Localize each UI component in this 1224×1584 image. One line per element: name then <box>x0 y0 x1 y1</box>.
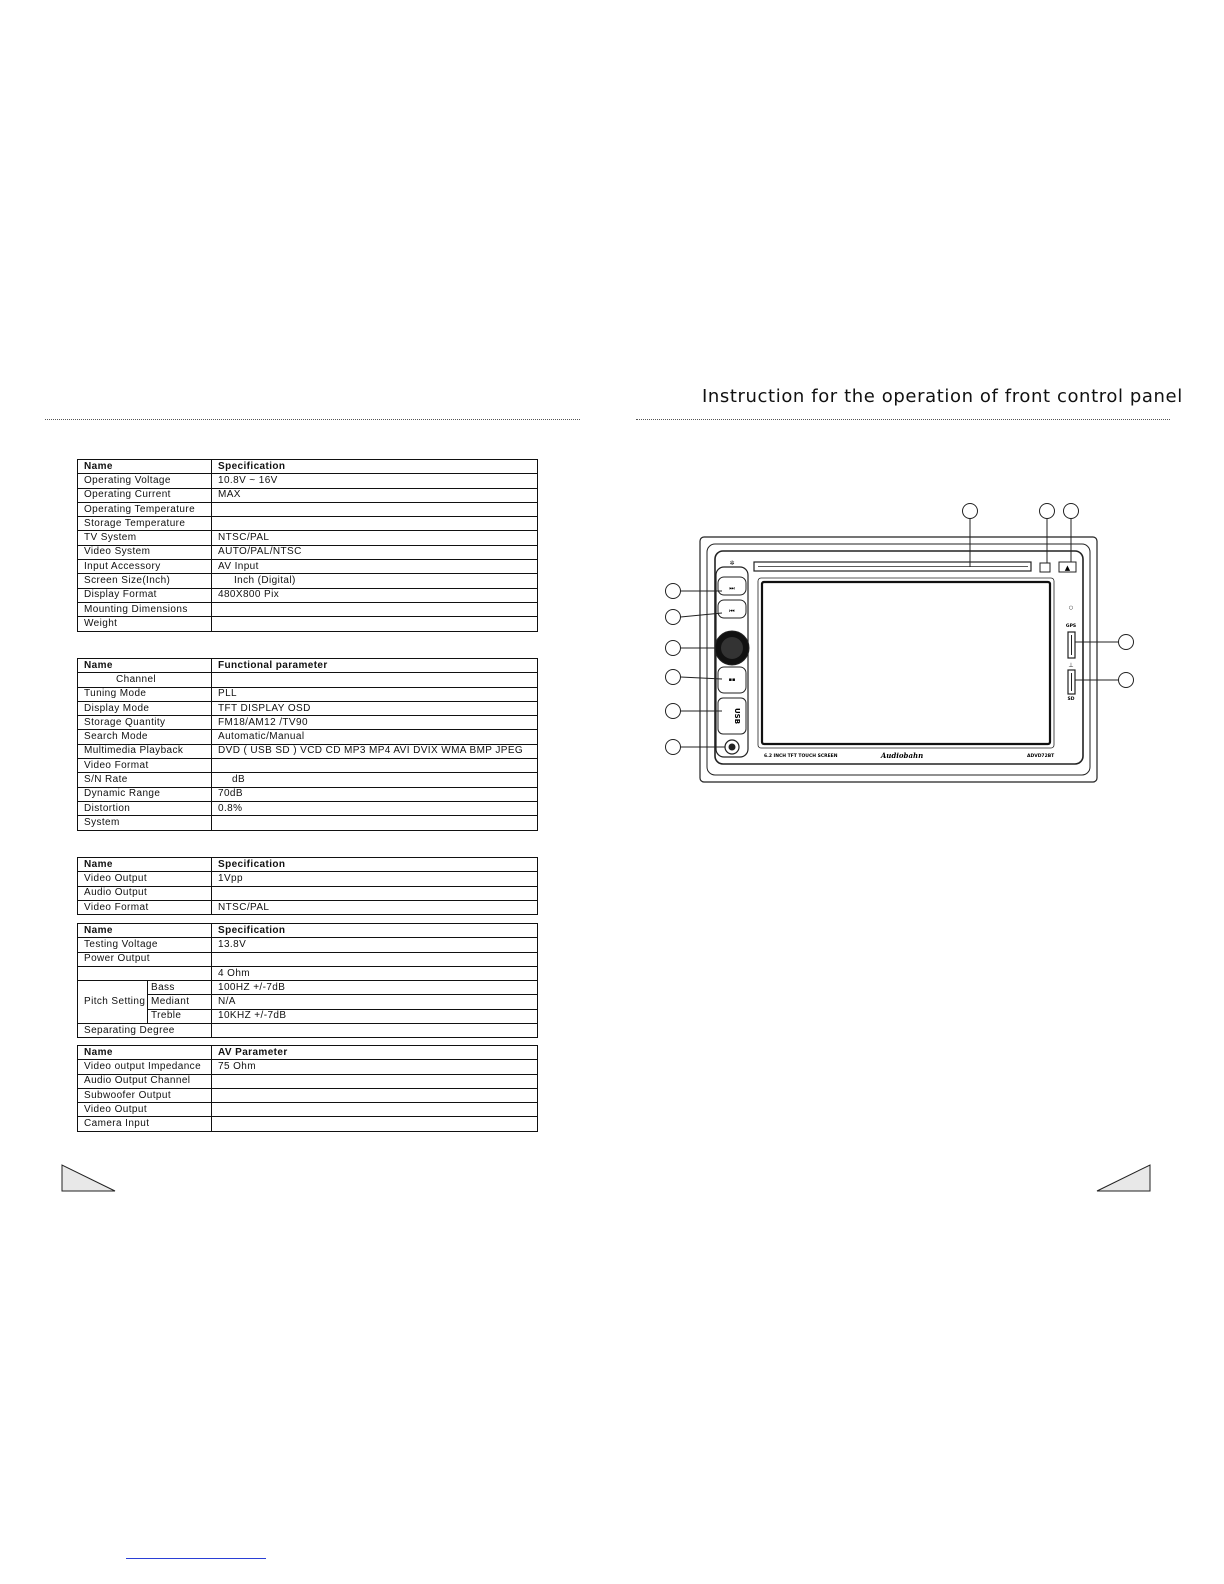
table-cell-value: 10KHZ +/-7dB <box>212 1009 538 1023</box>
video-spec-table <box>77 857 538 915</box>
table-row <box>78 716 538 730</box>
table-cell-value: 100HZ +/-7dB <box>212 981 538 995</box>
model-label: ADVD72BT <box>1027 754 1055 759</box>
table-header-cell: Name <box>78 858 212 872</box>
table-row <box>78 545 538 559</box>
mic-icon: ○ <box>1068 605 1074 611</box>
table-cell-name: Video Format <box>78 900 212 914</box>
power-icon: ✲ <box>729 560 735 567</box>
table-header-cell: Name <box>78 924 212 938</box>
table-row <box>78 872 538 886</box>
table-cell-value <box>212 816 538 830</box>
table-cell-name: System <box>78 816 212 830</box>
next-icon: ⏭ <box>729 585 735 592</box>
table-cell-value <box>212 1103 538 1117</box>
table-cell-value: Inch (Digital) <box>212 574 538 588</box>
table-row <box>78 1117 538 1131</box>
table-header-cell: Name <box>78 659 212 673</box>
table-row <box>78 673 538 687</box>
table-cell-value <box>212 952 538 966</box>
footer-link-underline <box>126 1558 266 1559</box>
table-cell-sub: Mediant <box>148 995 212 1009</box>
table-cell-value: NTSC/PAL <box>212 531 538 545</box>
table-cell-name: Power Output <box>78 952 212 966</box>
table-cell-name: Subwoofer Output <box>78 1088 212 1102</box>
screen-caption: 6.2 INCH TFT TOUCH SCREEN <box>764 754 838 759</box>
table-cell-name: Testing Voltage <box>78 938 212 952</box>
table-cell-sub: Bass <box>148 981 212 995</box>
table-header-cell: Name <box>78 460 212 474</box>
table-cell-value: PLL <box>212 687 538 701</box>
table-cell-value: Automatic/Manual <box>212 730 538 744</box>
table-cell-value <box>212 1088 538 1102</box>
table-cell-value <box>212 886 538 900</box>
table-cell-value: 0.8% <box>212 801 538 815</box>
table-cell-value: 10.8V ~ 16V <box>212 474 538 488</box>
table-header-row <box>78 659 538 673</box>
table-header-cell: Specification <box>212 924 538 938</box>
table-cell-name: Audio Output Channel <box>78 1074 212 1088</box>
table-cell-value: DVD ( USB SD ) VCD CD MP3 MP4 AVI DVIX WMA BMP JPEG <box>212 744 538 758</box>
table-row <box>78 730 538 744</box>
table-row <box>78 687 538 701</box>
table-header-cell: Name <box>78 1046 212 1060</box>
table-header-cell: AV Parameter <box>212 1046 538 1060</box>
table-cell-name: Operating Voltage <box>78 474 212 488</box>
table-cell-name: Camera Input <box>78 1117 212 1131</box>
table-cell-name: Weight <box>78 617 212 631</box>
table-cell-value: FM18/AM12 /TV90 <box>212 716 538 730</box>
table-cell-value: 75 Ohm <box>212 1060 538 1074</box>
table-cell-value: NTSC/PAL <box>212 900 538 914</box>
gps-label: GPS <box>1065 624 1077 629</box>
table-cell-value: dB <box>212 773 538 787</box>
table-cell-value: N/A <box>212 995 538 1009</box>
table-cell-name: Multimedia Playback <box>78 744 212 758</box>
table-cell-sub: Treble <box>148 1009 212 1023</box>
table-cell-name: Video Output <box>78 1103 212 1117</box>
table-header-cell: Specification <box>212 858 538 872</box>
table-cell-name: S/N Rate <box>78 773 212 787</box>
table-row <box>78 900 538 914</box>
table-cell-value: 13.8V <box>212 938 538 952</box>
table-cell-name: Video System <box>78 545 212 559</box>
table-cell-name: Dynamic Range <box>78 787 212 801</box>
table-cell-name: Operating Temperature <box>78 502 212 516</box>
table-cell-name: Tuning Mode <box>78 687 212 701</box>
table-cell-name: Search Mode <box>78 730 212 744</box>
table-row <box>78 787 538 801</box>
table-cell-value: 70dB <box>212 787 538 801</box>
table-row <box>78 1088 538 1102</box>
brand-logo: Audiobahn <box>880 751 924 760</box>
table-header-row <box>78 924 538 938</box>
ir-icon: ⊥ <box>1068 662 1074 669</box>
table-cell-value <box>212 517 538 531</box>
table-row <box>78 531 538 545</box>
table-cell-value <box>212 617 538 631</box>
table-cell-value <box>212 673 538 687</box>
av-parameter-table <box>77 1045 538 1132</box>
table-row <box>78 816 538 830</box>
table-header-row <box>78 460 538 474</box>
page-heading: Instruction for the operation of front control panel <box>702 386 1183 407</box>
table-cell-name: Screen Size(Inch) <box>78 574 212 588</box>
table-row <box>78 701 538 715</box>
table-cell-name: Display Mode <box>78 701 212 715</box>
table-row <box>78 488 538 502</box>
table-cell-value <box>212 602 538 616</box>
left-page-corner-icon <box>61 1164 117 1192</box>
table-row <box>78 886 538 900</box>
table-row <box>78 1103 538 1117</box>
table-cell-name <box>78 966 212 980</box>
prev-icon: ⏮ <box>729 608 735 615</box>
touch-screen <box>762 582 1050 744</box>
table-row <box>78 574 538 588</box>
table-row <box>78 759 538 773</box>
table-cell-name: Display Format <box>78 588 212 602</box>
table-row <box>78 966 538 980</box>
usb-label: USB <box>733 707 741 725</box>
table-header-cell: Functional parameter <box>212 659 538 673</box>
table-row <box>78 474 538 488</box>
table-cell-name: Mounting Dimensions <box>78 602 212 616</box>
table-cell-name: Storage Temperature <box>78 517 212 531</box>
table-cell-name: Video Output <box>78 872 212 886</box>
table-row <box>78 617 538 631</box>
table-header-row <box>78 858 538 872</box>
table-cell-name: Operating Current <box>78 488 212 502</box>
table-row <box>78 588 538 602</box>
table-cell-value <box>212 759 538 773</box>
front-panel-diagram <box>640 495 1160 790</box>
table-row <box>78 602 538 616</box>
table-row <box>78 1024 538 1038</box>
functional-parameter-table <box>77 658 538 831</box>
table-row <box>78 773 538 787</box>
table-cell-value: 480X800 Pix <box>212 588 538 602</box>
table-cell-value <box>212 1024 538 1038</box>
table-cell-name: Distortion <box>78 801 212 815</box>
table-row <box>78 502 538 516</box>
table-row <box>78 952 538 966</box>
audio-spec-table <box>77 923 538 1038</box>
table-row <box>78 560 538 574</box>
slot-button <box>1040 563 1050 572</box>
table-cell-name: Audio Output <box>78 886 212 900</box>
sd-label: SD <box>1067 697 1075 702</box>
table-cell-name: Video Format <box>78 759 212 773</box>
table-cell-value <box>212 1074 538 1088</box>
table-cell-value: 1Vpp <box>212 872 538 886</box>
left-header-rule <box>45 419 580 420</box>
svg-text:▪▪: ▪▪ <box>728 677 736 683</box>
pitch-setting-label: Pitch Setting <box>78 981 148 1024</box>
right-header-rule <box>636 419 1170 420</box>
general-spec-table <box>77 459 538 632</box>
table-cell-name: TV System <box>78 531 212 545</box>
table-row <box>78 517 538 531</box>
table-cell-value: AUTO/PAL/NTSC <box>212 545 538 559</box>
table-header-cell: Specification <box>212 460 538 474</box>
table-cell-name: Separating Degree <box>78 1024 212 1038</box>
table-cell-value: AV Input <box>212 560 538 574</box>
table-cell-name: Storage Quantity <box>78 716 212 730</box>
table-row <box>78 938 538 952</box>
table-row <box>78 981 538 995</box>
table-cell-value <box>212 502 538 516</box>
table-row <box>78 1060 538 1074</box>
table-cell-name: Video output Impedance <box>78 1060 212 1074</box>
table-cell-value <box>212 1117 538 1131</box>
table-row <box>78 1074 538 1088</box>
right-page-corner-icon <box>1096 1164 1152 1192</box>
table-cell-value: 4 Ohm <box>212 966 538 980</box>
eject-icon: ▲ <box>1064 564 1071 572</box>
table-cell-name: Channel <box>78 673 212 687</box>
table-cell-name: Input Accessory <box>78 560 212 574</box>
table-cell-value: MAX <box>212 488 538 502</box>
table-header-row <box>78 1046 538 1060</box>
table-row <box>78 801 538 815</box>
table-row <box>78 744 538 758</box>
table-cell-value: TFT DISPLAY OSD <box>212 701 538 715</box>
